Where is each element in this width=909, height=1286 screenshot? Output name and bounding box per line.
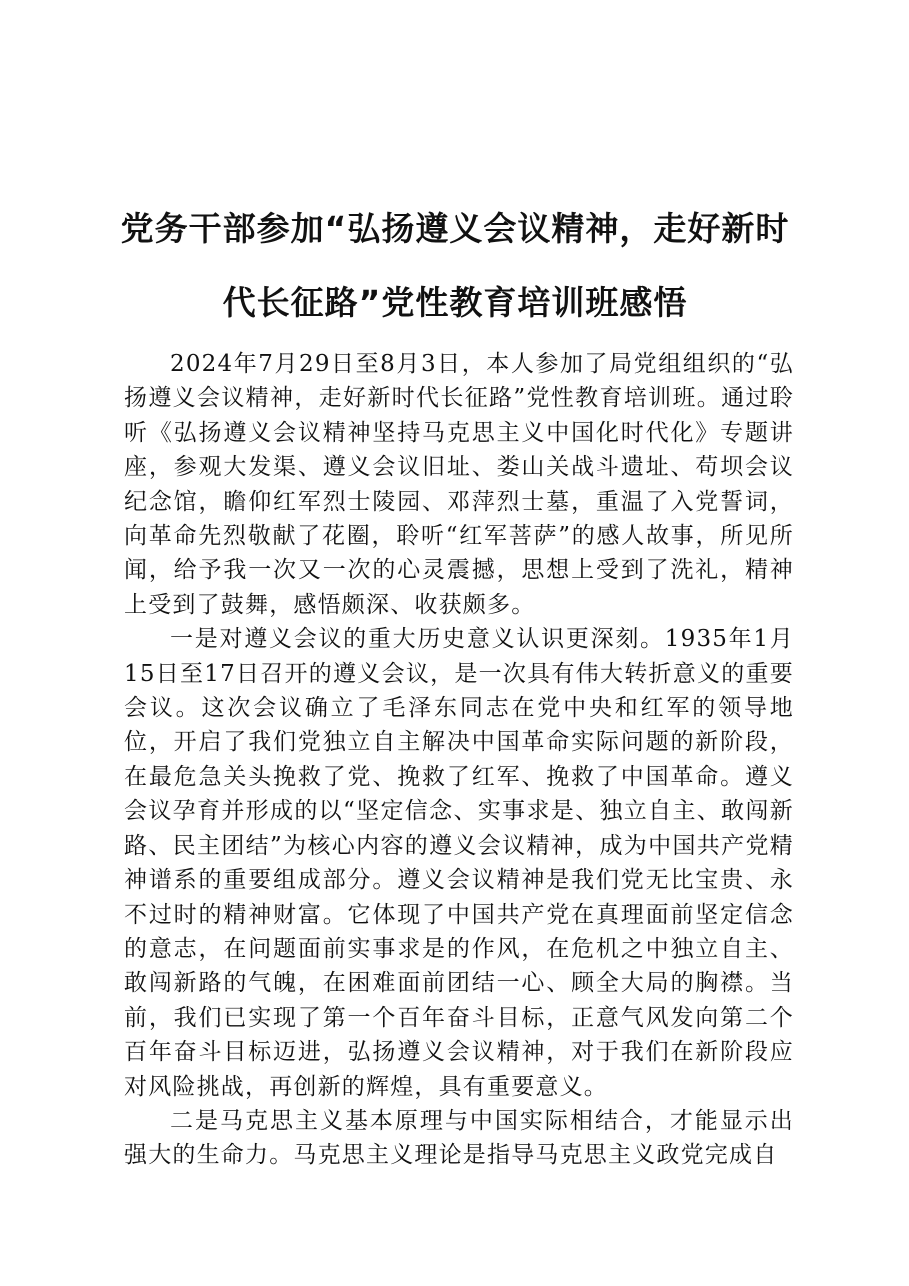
paragraph-intro: 2024年7月29日至8月3日，本人参加了局党组组织的“弘扬遵义会议精神，走好新时代长征路”党性教育培训班。通过聆听《弘扬遵义会议精神坚持马克思主义中国化时代化》专题讲座，参观大发渠、遵义会议旧址、娄山关战斗遗址、苟坝会议纪念馆，瞻仰红军烈士陵园、邓萍烈士墓，重温了入党誓词，向革命先烈敬献了花圈，聆听“红军菩萨”的感人故事，所见所闻，给予我一次又一次的心灵震撼，思想上受到了洗礼，精神上受到了鼓舞，感悟颇深、收获颇多。 xyxy=(124,351,794,618)
paragraph-point-2: 二是马克思主义基本原理与中国实际相结合，才能显示出强大的生命力。马克思主义理论是指导马克思主义政党完成自 xyxy=(124,1107,794,1169)
document-body xyxy=(124,347,794,1173)
title-line-1: 党务干部参加“弘扬遵义会议精神，走好新时 xyxy=(120,209,790,248)
title-line-2: 代长征路”党性教育培训班感悟 xyxy=(222,283,688,322)
document-title xyxy=(110,192,800,340)
paragraph-point-1: 一是对遵义会议的重大历史意义认识更深刻。1935年1月15日至17日召开的遵义会议，是一次具有伟大转折意义的重要会议。这次会议确立了毛泽东同志在党中央和红军的领导地位，开启了我们党独立自主解决中国革命实际问题的新阶段，在最危急关头挽救了党、挽救了红军、挽救了中国革命。遵义会议孕育并形成的以“坚定信念、实事求是、独立自主、敢闯新路、民主团结”为核心内容的遵义会议精神，成为中国共产党精神谱系的重要组成部分。遵义会议精神是我们党无比宝贵、永不过时的精神财富。它体现了中国共产党在真理面前坚定信念的意志，在问题面前实事求是的作风，在危机之中独立自主、敢闯新路的气魄，在困难面前团结一心、顾全大局的胸襟。当前，我们已实现了第一个百年奋斗目标，正意气风发向第二个百年奋斗目标迈进，弘扬遵义会议精神，对于我们在新阶段应对风险挑战，再创新的辉煌，具有重要意义。 xyxy=(124,626,794,1100)
